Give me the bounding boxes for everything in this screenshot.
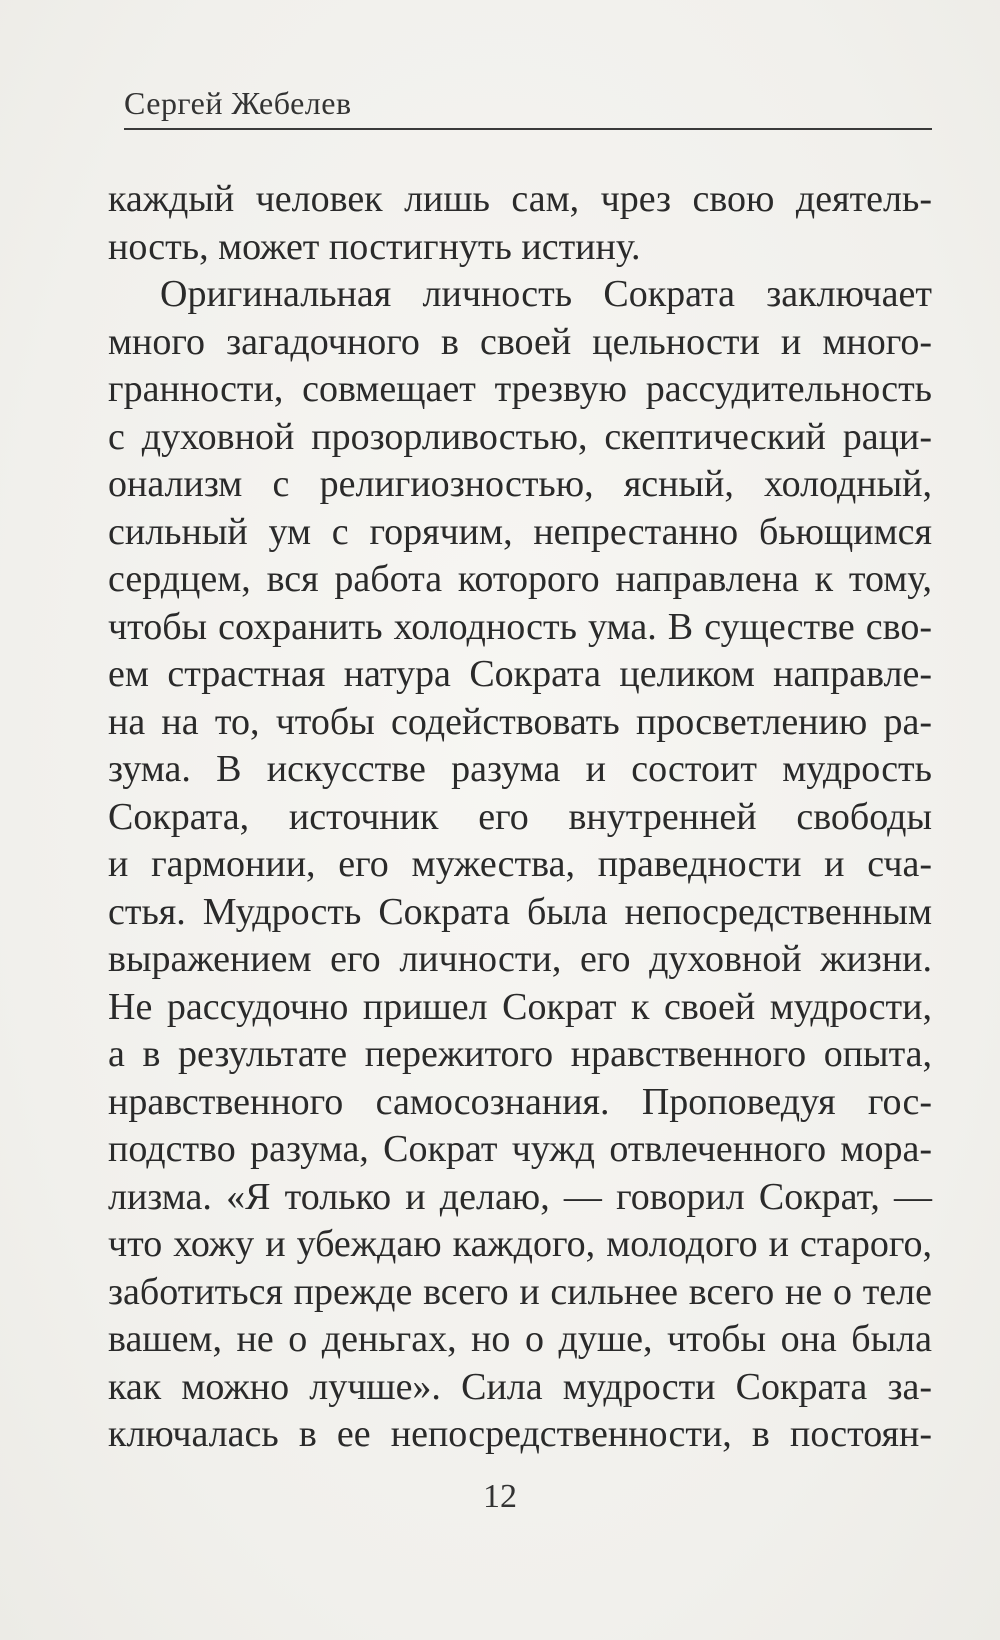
text-line: выражением его личности, его духовной жизни.	[108, 938, 932, 980]
text-line: сердцем, вся работа которого направлена к тому,	[108, 558, 932, 600]
text-line: заботиться прежде всего и сильнее всего не о теле	[108, 1270, 932, 1313]
text-line: ность, может постигнуть истину.	[108, 225, 641, 268]
text-line: каждый человек лишь сам, чрез свою деятель-	[108, 178, 932, 220]
text-line: онализм с религиозностью, ясный, холодный,	[108, 463, 932, 505]
text-line: подство разума, Сократ чужд отвлеченного мора-	[108, 1128, 932, 1170]
text-line: чтобы сохранить холодность ума. В существе сво-	[108, 605, 932, 648]
text-line: Не рассудочно пришел Сократ к своей мудрости,	[108, 985, 932, 1028]
text-line: Оригинальная личность Сократа заключает	[160, 273, 932, 315]
text-line: и гармонии, его мужества, праведности и сча-	[108, 843, 932, 885]
text-line: с духовной прозорливостью, скептический раци-	[108, 415, 932, 458]
text-line: что хожу и убеждаю каждого, молодого и старого,	[108, 1223, 932, 1265]
text-line: лизма. «Я только и делаю, — говорил Сократ, —	[108, 1175, 932, 1218]
text-line: Сократа, источник его внутренней свободы	[108, 795, 932, 838]
text-line: на на то, чтобы содействовать просветлению ра-	[108, 700, 932, 743]
running-head	[124, 78, 932, 130]
text-line: ключалась в ее непосредственности, в постоян-	[108, 1413, 932, 1455]
text-line: нравственного самосознания. Проповедуя гос-	[108, 1080, 932, 1123]
text-line: сильный ум с горячим, непрестанно бьющимся	[108, 510, 932, 553]
text-line: стья. Мудрость Сократа была непосредственным	[108, 890, 932, 933]
text-line: вашем, не о деньгах, но о душе, чтобы она была	[108, 1318, 932, 1360]
text-line: гранности, совмещает трезвую рассудительность	[108, 368, 932, 410]
text-line: а в результате пережитого нравственного опыта,	[108, 1033, 932, 1075]
text-line: зума. В искусстве разума и состоит мудрость	[108, 748, 932, 790]
body-text	[108, 176, 932, 1459]
text-line: много загадочного в своей цельности и много-	[108, 320, 932, 363]
page-number: 12	[483, 1478, 517, 1515]
running-head-author: Сергей Жебелев	[124, 85, 352, 121]
text-line: ем страстная натура Сократа целиком направле-	[108, 653, 932, 695]
text-line: как можно лучше». Сила мудрости Сократа за-	[108, 1365, 932, 1408]
